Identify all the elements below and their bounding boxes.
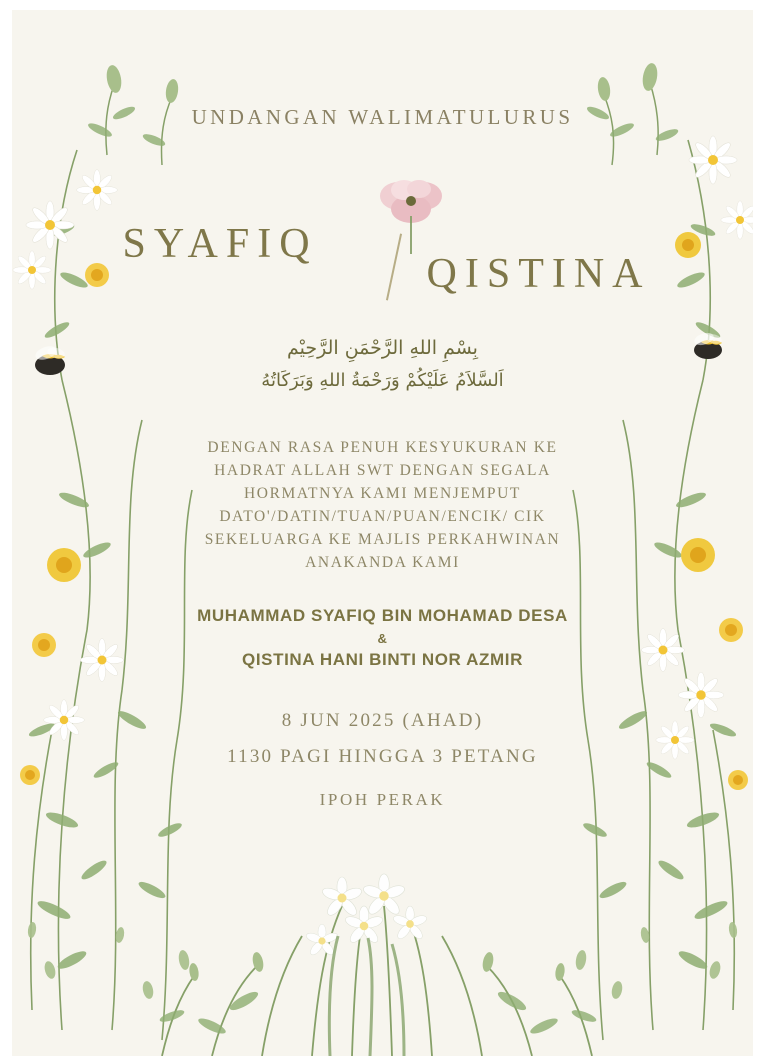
page-title: UNDANGAN WALIMATULURUS: [191, 105, 574, 129]
ampersand: &: [377, 630, 388, 646]
event-date: 8 JUN 2025 (AHAD): [281, 710, 484, 732]
event-location: IPOH PERAK: [319, 790, 446, 810]
bride-name-short: QISTINA: [426, 251, 651, 297]
couple-full-names: [197, 605, 568, 672]
invitation-content: [12, 10, 753, 1056]
arabic-greeting: [261, 334, 503, 395]
invitation-body-text: DENGAN RASA PENUH KESYUKURAN KE HADRAT ALLAH SWT DENGAN SEGALA HORMATNYA KAMI MENJEMPUT DATO'/DATIN/TUAN/PUAN/ENCIK/ CIK SEKELUARGA KE MAJLIS PERKAHWINAN ANAKANDA KAMI: [204, 439, 561, 572]
groom-name-short: SYAFIQ: [122, 221, 318, 267]
card-surface: [12, 10, 753, 1056]
basmalah-text: بِسْمِ اللهِ الرَّحْمَنِ الرَّحِيْم: [287, 337, 478, 359]
couple-monogram: [103, 188, 663, 298]
event-details: [227, 710, 538, 810]
event-time: 1130 PAGI HINGGA 3 PETANG: [227, 746, 538, 768]
bride-full-name: QISTINA HANI BINTI NOR AZMIR: [242, 650, 523, 670]
poppy-flower-icon: [361, 156, 461, 256]
salam-text: اَلسَّلاَمُ عَلَيْكُمْ وَرَحْمَةُ اللهِ وَبَرَكَاتُهُ: [261, 370, 504, 392]
groom-full-name: MUHAMMAD SYAFIQ BIN MOHAMAD DESA: [197, 605, 568, 625]
